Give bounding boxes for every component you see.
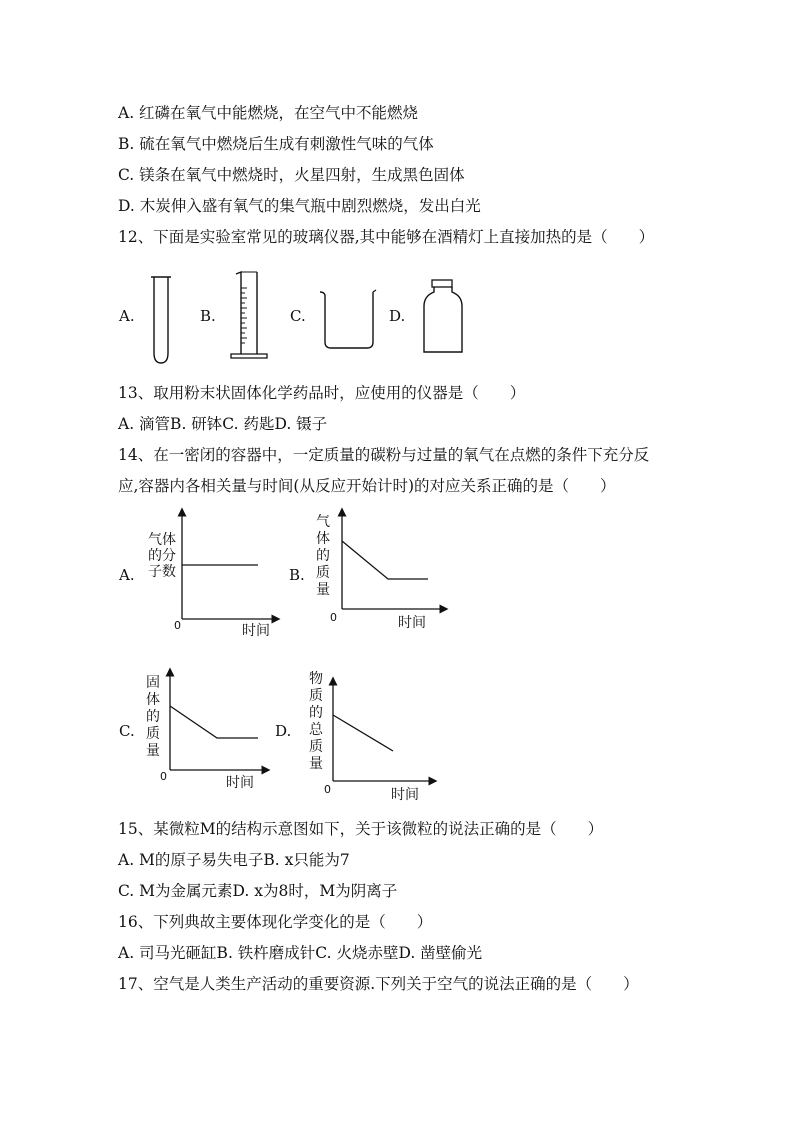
- graph-b-ylabel-3: 的: [316, 548, 330, 564]
- graph-d: [303, 665, 443, 805]
- beaker-icon: [318, 288, 380, 352]
- graph-c-ylabel-1: 固: [146, 675, 160, 691]
- q16-stem: 16、下列典故主要体现化学变化的是（ ）: [118, 913, 433, 931]
- graph-d-xlabel: 时间: [391, 787, 419, 803]
- graph-c-ylabel-2: 体: [146, 692, 160, 708]
- graph-c-xlabel: 时间: [226, 775, 254, 791]
- q11-option-c: C. 镁条在氧气中燃烧时，火星四射，生成黑色固体: [118, 166, 465, 184]
- graph-a: [140, 508, 280, 643]
- q15-options-cd: C. M为金属元素D. x为8时，M为阴离子: [118, 882, 398, 900]
- q17-stem: 17、空气是人类生产活动的重要资源.下列关于空气的说法正确的是（ ）: [118, 975, 639, 993]
- graph-a-ylabel-2: 的分: [148, 548, 176, 564]
- q15-stem: 15、某微粒M的结构示意图如下，关于该微粒的说法正确的是（ ）: [118, 820, 604, 838]
- graph-b-xlabel: 时间: [398, 615, 426, 631]
- graph-a-ylabel-1: 气体: [148, 532, 176, 548]
- graph-c-ylabel-5: 量: [146, 743, 160, 759]
- graph-c-ylabel-3: 的: [146, 709, 160, 725]
- q14-label-d: D.: [275, 722, 292, 740]
- graph-c: [140, 668, 280, 792]
- q13-options: A. 滴管B. 研钵C. 药匙D. 镊子: [118, 415, 328, 433]
- graph-b-ylabel-2: 体: [316, 531, 330, 547]
- graph-b-line: [342, 541, 428, 579]
- graph-d-origin: 0: [324, 783, 331, 796]
- graph-c-line: [170, 706, 258, 738]
- graph-b-ylabel-5: 量: [316, 582, 330, 598]
- q12-label-d: D.: [389, 307, 406, 325]
- q12-stem: 12、下面是实验室常见的玻璃仪器,其中能够在酒精灯上直接加热的是（ ）: [118, 228, 655, 246]
- q12-label-b: B.: [200, 307, 216, 325]
- q11-option-b: B. 硫在氧气中燃烧后生成有刺激性气味的气体: [118, 135, 434, 153]
- graph-d-ylabel-5: 质: [309, 739, 323, 755]
- q12-label-a: A.: [119, 307, 135, 325]
- graph-d-ylabel-4: 总: [309, 722, 323, 738]
- q14-label-c: C.: [119, 722, 135, 740]
- q11-option-a: A. 红磷在氧气中能燃烧，在空气中不能燃烧: [118, 104, 419, 122]
- q14-label-a: A.: [119, 566, 135, 584]
- reagent-bottle-icon: [420, 278, 466, 356]
- graph-d-line: [333, 715, 393, 751]
- q15-options-ab: A. M的原子易失电子B. x只能为7: [118, 851, 350, 869]
- graph-d-ylabel-1: 物: [309, 671, 323, 687]
- graph-d-ylabel-6: 量: [309, 756, 323, 772]
- graph-a-xlabel: 时间: [242, 623, 270, 639]
- q13-stem: 13、取用粉末状固体化学药品时，应使用的仪器是（ ）: [118, 384, 526, 402]
- test-tube-icon: [148, 275, 174, 367]
- graph-b: [308, 508, 448, 638]
- q16-options: A. 司马光砸缸B. 铁杵磨成针C. 火烧赤壁D. 凿壁偷光: [118, 944, 483, 962]
- graph-a-origin: 0: [174, 619, 181, 632]
- graph-b-ylabel-4: 质: [316, 565, 330, 581]
- q14-label-b: B.: [289, 566, 305, 584]
- graph-c-ylabel-4: 质: [146, 726, 160, 742]
- q12-label-c: C.: [290, 307, 306, 325]
- graph-d-ylabel-2: 质: [309, 688, 323, 704]
- graph-c-origin: 0: [160, 770, 167, 783]
- graph-b-origin: 0: [330, 611, 337, 624]
- q14-stem-line2: 应,容器内各相关量与时间(从反应开始计时)的对应关系正确的是（ ）: [118, 477, 616, 495]
- q11-option-d: D. 木炭伸入盛有氧气的集气瓶中剧烈燃烧，发出白光: [118, 197, 481, 215]
- graph-d-ylabel-3: 的: [309, 705, 323, 721]
- graduated-cylinder-icon: [228, 268, 270, 364]
- graph-a-ylabel-3: 子数: [148, 564, 176, 580]
- q14-stem-line1: 14、在一密闭的容器中，一定质量的碳粉与过量的氧气在点燃的条件下充分反: [118, 446, 650, 464]
- graph-b-ylabel-1: 气: [316, 514, 330, 530]
